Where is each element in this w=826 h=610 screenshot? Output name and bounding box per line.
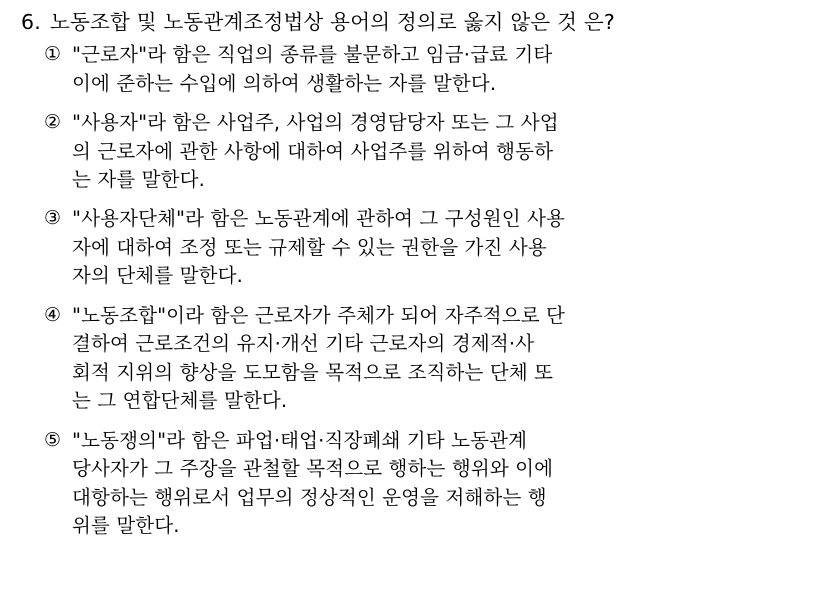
question-line: 노동조합 및 노동관계조정법상 용어의 정의로 옳지 않은 것 — [50, 10, 578, 34]
choice-2[interactable] — [18, 109, 808, 194]
question-text — [50, 8, 772, 37]
choice-1[interactable] — [18, 41, 808, 98]
choice-line: 당사자가 그 주장을 관철할 목적으로 행하는 행위와 이에 — [72, 457, 554, 481]
choice-text-3 — [72, 205, 772, 290]
choice-line: 자의 단체를 말한다. — [72, 264, 243, 288]
choice-line: 의 근로자에 관한 사항에 대하여 사업주를 위하여 행동하 — [72, 139, 554, 163]
choice-line: "노동조합"이라 함은 근로자가 주체가 되어 자주적으로 단 — [72, 303, 566, 327]
choice-line: 이에 준하는 수입에 의하여 생활하는 자를 말한다. — [72, 71, 497, 95]
question-stem — [18, 8, 808, 37]
choice-marker-1: ① — [44, 43, 62, 66]
choice-line: 결하여 근로조건의 유지·개선 기타 근로자의 경제적·사 — [72, 332, 535, 356]
choice-5[interactable] — [18, 427, 808, 541]
choice-line: "사용자단체"라 함은 노동관계에 관하여 그 구성원인 사용 — [72, 207, 566, 231]
choice-line: 는 자를 말한다. — [72, 167, 205, 191]
choice-line: 는 그 연합단체를 말한다. — [72, 389, 288, 413]
choice-4[interactable] — [18, 302, 808, 416]
choice-marker-3: ③ — [44, 207, 62, 230]
choice-marker-2: ② — [44, 111, 62, 134]
choice-line: "근로자"라 함은 직업의 종류를 불문하고 임금·급료 기타 — [72, 43, 553, 67]
question-line: 은? — [583, 10, 615, 34]
choice-line: "사용자"라 함은 사업주, 사업의 경영담당자 또는 그 사업 — [72, 111, 559, 135]
choice-line: 회적 지위의 향상을 도모함을 목적으로 조직하는 단체 또 — [72, 360, 554, 384]
choice-line: 대항하는 행위로서 업무의 정상적인 운영을 저해하는 행 — [72, 485, 547, 509]
choice-line: 자에 대하여 조정 또는 규제할 수 있는 권한을 가진 사용 — [72, 235, 547, 259]
question-number: 6. — [21, 10, 41, 34]
choice-marker-4: ④ — [44, 303, 62, 326]
choice-line: "노동쟁의"라 함은 파업·태업·직장폐쇄 기타 노동관계 — [72, 428, 528, 452]
choice-text-2 — [72, 109, 772, 194]
choice-text-5 — [72, 427, 772, 541]
choice-text-4 — [72, 302, 772, 416]
choice-text-1 — [72, 41, 772, 98]
choice-list — [18, 41, 808, 541]
choice-marker-5: ⑤ — [44, 428, 62, 451]
choice-line: 위를 말한다. — [72, 514, 180, 538]
choice-3[interactable] — [18, 205, 808, 290]
